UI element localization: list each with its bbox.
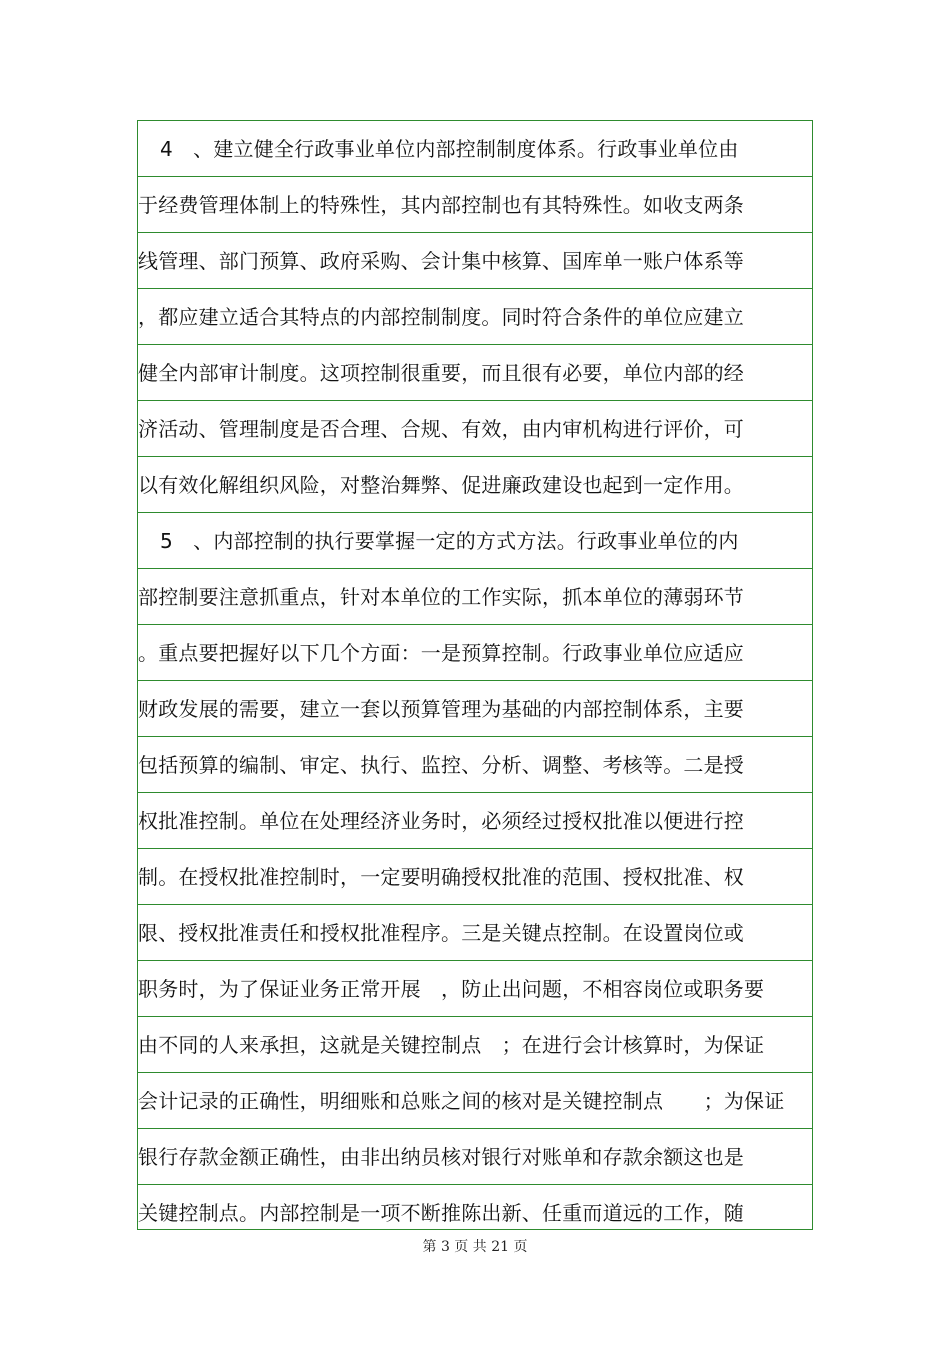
text-line <box>138 681 812 737</box>
document-text-frame <box>137 120 813 1230</box>
text-line-content: 5 、内部控制的执行要掌握一定的方式方法。行政事业单位的内 <box>160 529 739 553</box>
text-line <box>138 345 812 401</box>
text-line-content: 关键控制点。内部控制是一项不断推陈出新、任重而道远的工作，随 <box>138 1201 744 1225</box>
text-line <box>138 457 812 513</box>
text-line-content: 会计记录的正确性，明细账和总账之间的核对是关键控制点 ；为保证 <box>138 1089 785 1113</box>
text-line-content: 于经费管理体制上的特殊性，其内部控制也有其特殊性。如收支两条 <box>138 193 744 217</box>
text-line <box>138 513 812 569</box>
text-line <box>138 1017 812 1073</box>
text-line <box>138 1185 812 1241</box>
text-line-content: 限、授权批准责任和授权批准程序。三是关键点控制。在设置岗位或 <box>138 921 744 945</box>
text-line-content: 济活动、管理制度是否合理、合规、有效，由内审机构进行评价，可 <box>138 417 744 441</box>
text-line <box>138 233 812 289</box>
text-line-content: 。重点要把握好以下几个方面：一是预算控制。行政事业单位应适应 <box>138 641 744 665</box>
text-line <box>138 177 812 233</box>
text-line-content: 由不同的人来承担，这就是关键控制点 ；在进行会计核算时，为保证 <box>138 1033 765 1057</box>
text-line <box>138 737 812 793</box>
text-line-content: ，都应建立适合其特点的内部控制制度。同时符合条件的单位应建立 <box>138 305 744 329</box>
text-line-content: 线管理、部门预算、政府采购、会计集中核算、国库单一账户体系等 <box>138 249 744 273</box>
text-line-content: 包括预算的编制、审定、执行、监控、分析、调整、考核等。二是授 <box>138 753 744 777</box>
text-line-content: 制。在授权批准控制时，一定要明确授权批准的范围、授权批准、权 <box>138 865 744 889</box>
text-line <box>138 401 812 457</box>
text-line <box>138 1073 812 1129</box>
text-line <box>138 1129 812 1185</box>
text-line <box>138 289 812 345</box>
text-line <box>138 793 812 849</box>
text-line-content: 4 、建立健全行政事业单位内部控制制度体系。行政事业单位由 <box>160 137 739 161</box>
text-line-content: 职务时，为了保证业务正常开展 ，防止出问题，不相容岗位或职务要 <box>138 977 765 1001</box>
text-line-content: 财政发展的需要，建立一套以预算管理为基础的内部控制体系，主要 <box>138 697 744 721</box>
page-number-footer: 第 3 页 共 21 页 <box>422 1239 528 1255</box>
text-line-content: 银行存款金额正确性，由非出纳员核对银行对账单和存款余额这也是 <box>138 1145 744 1169</box>
text-line <box>138 569 812 625</box>
text-line-content: 以有效化解组织风险，对整治舞弊、促进廉政建设也起到一定作用。 <box>138 473 744 497</box>
text-line <box>138 625 812 681</box>
text-line <box>138 905 812 961</box>
text-line <box>138 121 812 177</box>
text-line-content: 权批准控制。单位在处理经济业务时，必须经过授权批准以便进行控 <box>138 809 744 833</box>
text-line <box>138 961 812 1017</box>
text-line <box>138 849 812 905</box>
text-line-content: 健全内部审计制度。这项控制很重要，而且很有必要，单位内部的经 <box>138 361 744 385</box>
text-line-content: 部控制要注意抓重点，针对本单位的工作实际，抓本单位的薄弱环节 <box>138 585 744 609</box>
